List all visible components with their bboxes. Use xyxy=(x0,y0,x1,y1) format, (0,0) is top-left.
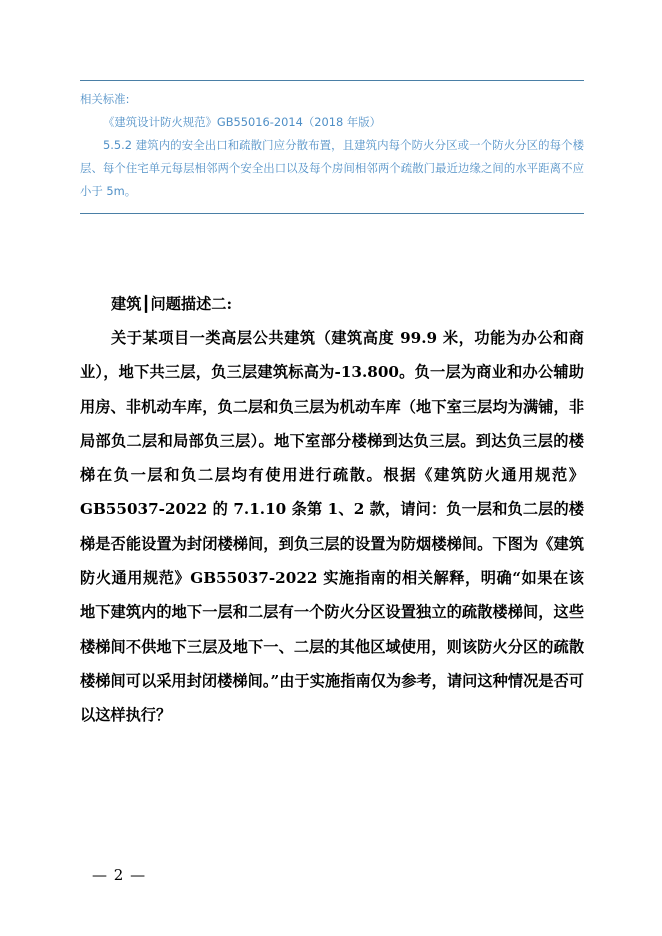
related-standard-box xyxy=(80,88,584,203)
question-section xyxy=(80,290,584,733)
standard-code-title: 《建筑设计防火规范》GB55016-2014（2018 年版） xyxy=(103,115,382,129)
question-heading: 建筑┃问题描述二: xyxy=(111,295,233,313)
page-number: — 2 — xyxy=(92,866,147,884)
standard-clause-text: 5.5.2 建筑内的安全出口和疏散门应分散布置，且建筑内每个防火分区或一个防火分区的每个楼层、每个住宅单元每层相邻两个安全出口以及每个房间相邻两个疏散门最近边缘之间的水平距离不应小于 5m。 xyxy=(80,138,584,198)
bottom-divider xyxy=(80,213,584,214)
top-divider xyxy=(80,80,584,81)
related-standard-label: 相关标准: xyxy=(80,92,130,106)
question-body: 关于某项目一类高层公共建筑（建筑高度 99.9 米，功能为办公和商业），地下共三层，负三层建筑标高为-13.800。负一层为商业和办公辅助用房、非机动车库，负二层和负三层为机动车库（地下室三层均为满铺，非局部负二层和局部负三层）。地下室部分楼梯到达负三层。到达负三层的楼梯在负一层和负二层均有使用进行疏散。根据《建筑防火通用规范》GB55037-2022 的 7.1.10 条第 1、2 款，请问：负一层和负二层的楼梯是否能设置为封闭楼梯间，到负三层的设置为防烟楼梯间。下图为《建筑防火通用规范》GB55037-2022 实施指南的相关解释，明确“如果在该地下建筑内的地下一层和二层有一个防火分区设置独立的疏散楼梯间，这些楼梯间不供地下三层及地下一、二层的其他区域使用，则该防火分区的疏散楼梯间可以采用封闭楼梯间。”由于实施指南仅为参考，请问这种情况是否可以这样执行？ xyxy=(80,329,584,725)
